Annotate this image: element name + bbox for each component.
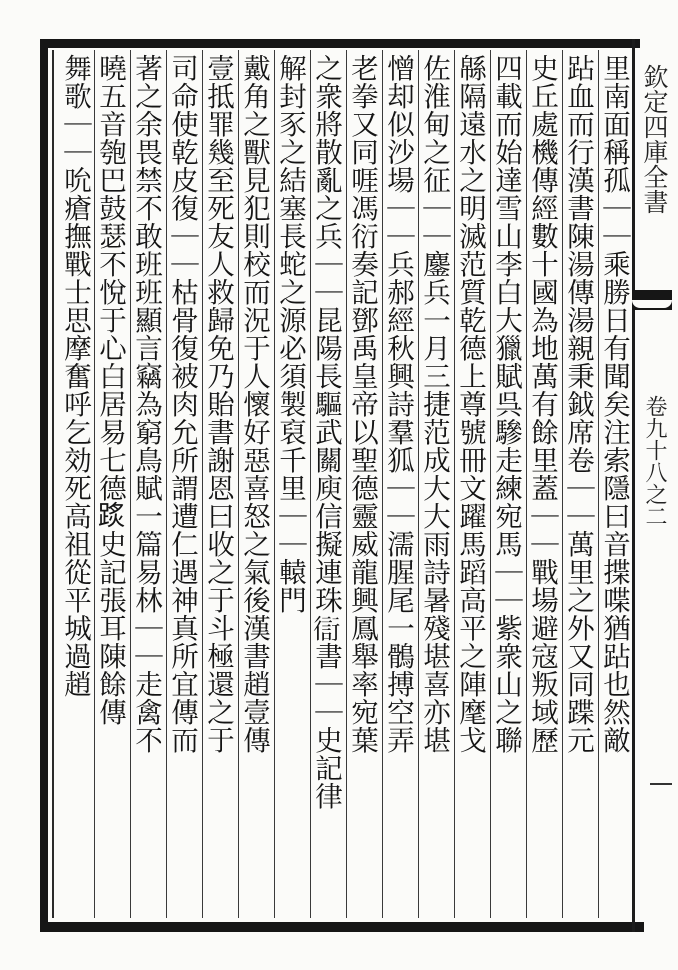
text-column: 老拳又同啀馮衍奏記鄧禹皇帝以聖德靈威龍興鳳舉率宛葉 xyxy=(346,54,378,754)
frame-left-border xyxy=(40,39,48,932)
text-column: 之衆將散亂之兵｜｜昆陽長驅武關庾信擬連珠𧗳書｜｜史記律 xyxy=(310,54,342,810)
fishtail-notch xyxy=(632,300,672,308)
text-column: 戴角之獸見犯則校而況于人懷好惡喜怒之氣後漢書趙壹傳 xyxy=(238,54,270,754)
text-column: 憎却似沙場｜｜兵郝經秋興詩羣狐｜｜濡腥尾一鶻搏空弄 xyxy=(382,54,414,754)
frame-top-border xyxy=(40,39,640,48)
text-column: 史丘處機傳經數十國為地萬有餘里蓋｜｜戰場避寇叛域歷 xyxy=(526,54,558,754)
inner-left-rule xyxy=(52,50,54,918)
text-column: 四載而始達雪山李白大獵賦呉驂走練宛馬｜｜紫衆山之聯 xyxy=(490,54,522,754)
text-column: 里南面稱孤｜｜乘勝日有聞矣注索隱曰音揲喋猶跕也然敵 xyxy=(598,54,630,754)
text-column: 舞歌｜｜吮瘡撫戰士思摩奮呼乞効死高祖從平城過趙 xyxy=(59,54,91,698)
text-column: 著之余畏禁不敢班班顯言竊為窮鳥賦一篇易林｜｜走禽不 xyxy=(130,54,162,754)
text-column: 解封豕之結塞長蛇之源必須製裒千里｜｜轅門 xyxy=(274,54,306,614)
margin-book-title: 欽定四庫全書 xyxy=(640,64,669,214)
text-column: 佐淮甸之征｜｜鏖兵一月三捷范成大大雨詩暑殘堪喜亦堪 xyxy=(418,54,450,754)
text-column: 司命使乾皮復｜｜枯骨復被肉允所謂遭仁遇神真所宜傳而 xyxy=(166,54,198,754)
text-column: 曉五音匏巴鼓瑟不悅于心白居易七德𨂂史記張耳陳餘傳 xyxy=(94,54,126,726)
text-column: 跕血而行漢書陳湯傳湯親秉鉞席卷｜｜萬里之外又同蹀元 xyxy=(562,54,594,754)
margin-tick xyxy=(650,783,672,785)
text-column: 緜隔遠水之明滅范質乾德上尊號冊文躍馬蹈高平之陣麾戈 xyxy=(454,54,486,754)
frame-bottom-border xyxy=(40,922,644,932)
margin-juan-number: 卷九十八之二 xyxy=(642,395,667,527)
text-column: 壹抵罪幾至死友人救歸免乃貽書謝恩曰收之于斗極還之于 xyxy=(202,54,234,754)
